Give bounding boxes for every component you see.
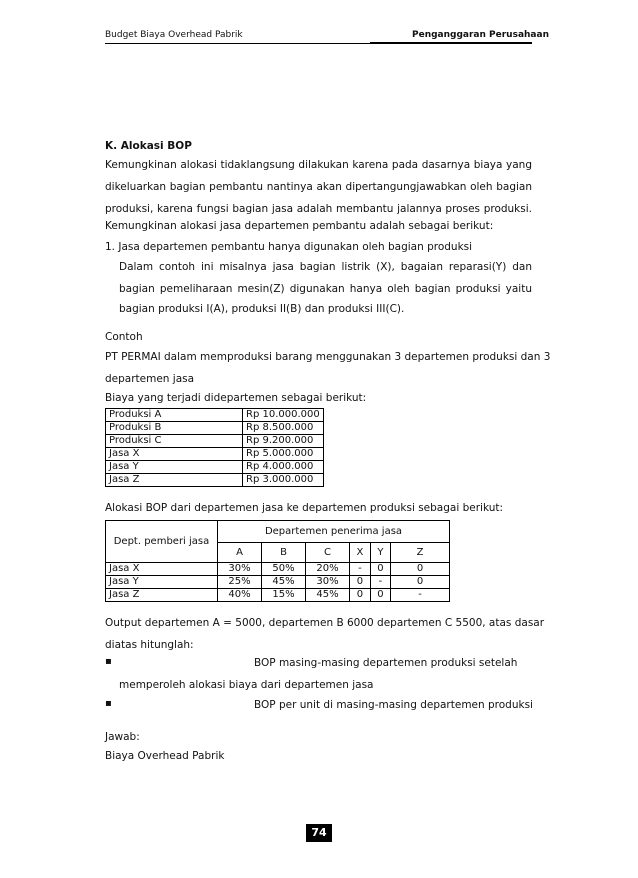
intro-line-1: Kemungkinan alokasi tidaklangsung dilakukan karena pada dasarnya biaya yang <box>105 159 532 171</box>
col-header: X <box>350 543 371 563</box>
contoh-line-1: PT PERMAI dalam memproduksi barang menggunakan 3 departemen produksi dan 3 <box>105 351 551 363</box>
dept-cell: Jasa Y <box>106 461 243 474</box>
amount-cell: Rp 10.000.000 <box>243 409 324 422</box>
col-header: B <box>262 543 306 563</box>
intro-line-3: produksi, karena fungsi bagian jasa adalah membantu jalannya proses produksi. <box>105 203 532 215</box>
value-cell: 0 <box>391 576 450 589</box>
row-label: Jasa X <box>106 563 218 576</box>
jawab-subtitle: Biaya Overhead Pabrik <box>105 750 225 762</box>
jawab-label: Jawab: <box>105 731 140 743</box>
item1-detail-1: Dalam contoh ini misalnya jasa bagian listrik (X), bagaian reparasi(Y) dan <box>119 261 532 273</box>
list-item-1: 1. Jasa departemen pembantu hanya digunakan oleh bagian produksi <box>105 241 473 253</box>
value-cell: - <box>391 589 450 602</box>
table-row <box>106 576 450 589</box>
table-row <box>106 589 450 602</box>
output-line-1: Output departemen A = 5000, departemen B 6000 departemen C 5500, atas dasar <box>105 617 545 629</box>
amount-cell: Rp 8.500.000 <box>243 422 324 435</box>
value-cell: 45% <box>262 576 306 589</box>
amount-cell: Rp 4.000.000 <box>243 461 324 474</box>
allocation-table <box>105 520 450 602</box>
output-line-2: diatas hitunglah: <box>105 639 194 651</box>
value-cell: - <box>370 576 390 589</box>
bullet-square-icon: ▪ <box>105 698 112 709</box>
value-cell: 0 <box>370 589 390 602</box>
value-cell: 40% <box>218 589 262 602</box>
page-number: 74 <box>306 824 332 842</box>
value-cell: 0 <box>350 589 371 602</box>
amount-cell: Rp 9.200.000 <box>243 435 324 448</box>
table-row <box>106 435 324 448</box>
value-cell: 45% <box>306 589 350 602</box>
section-title: K. Alokasi BOP <box>105 140 192 152</box>
bullet-1-continuation: memperoleh alokasi biaya dari departemen jasa <box>119 679 374 691</box>
amount-cell: Rp 3.000.000 <box>243 474 324 487</box>
bullet-2-text: BOP per unit di masing-masing departemen produksi <box>254 699 533 711</box>
table-row <box>106 461 324 474</box>
value-cell: 30% <box>218 563 262 576</box>
value-cell: 15% <box>262 589 306 602</box>
value-cell: 25% <box>218 576 262 589</box>
header-right: Penganggaran Perusahaan <box>412 30 549 40</box>
value-cell: - <box>350 563 371 576</box>
col-header: Y <box>370 543 390 563</box>
row-label: Jasa Z <box>106 589 218 602</box>
table-row <box>106 422 324 435</box>
table-header-row <box>106 521 450 543</box>
table-row <box>106 409 324 422</box>
header-left: Budget Biaya Overhead Pabrik <box>105 30 243 40</box>
alloc-intro: Alokasi BOP dari departemen jasa ke departemen produksi sebagai berikut: <box>105 502 504 514</box>
dept-cell: Jasa Z <box>106 474 243 487</box>
item1-detail-2: bagian pemeliharaan mesin(Z) digunakan hanya oleh bagian produksi yaitu <box>119 283 532 295</box>
value-cell: 30% <box>306 576 350 589</box>
dept-cell: Jasa X <box>106 448 243 461</box>
value-cell: 0 <box>350 576 371 589</box>
col-header: Z <box>391 543 450 563</box>
value-cell: 20% <box>306 563 350 576</box>
cost-intro: Biaya yang terjadi didepartemen sebagai berikut: <box>105 392 367 404</box>
corner-header: Dept. pemberi jasa <box>106 521 218 563</box>
contoh-line-2: departemen jasa <box>105 373 195 385</box>
col-header: C <box>306 543 350 563</box>
intro-line-4: Kemungkinan alokasi jasa departemen pembantu adalah sebagai berikut: <box>105 220 494 232</box>
group-header: Departemen penerima jasa <box>218 521 450 543</box>
table-row <box>106 563 450 576</box>
table-row <box>106 474 324 487</box>
bullet-1-text: BOP masing-masing departemen produksi setelah <box>254 657 518 669</box>
col-header: A <box>218 543 262 563</box>
dept-cell: Produksi C <box>106 435 243 448</box>
value-cell: 0 <box>391 563 450 576</box>
value-cell: 0 <box>370 563 390 576</box>
cost-table <box>105 408 324 487</box>
intro-line-2: dikeluarkan bagian pembantu nantinya akan dipertangungjawabkan oleh bagian <box>105 181 532 193</box>
dept-cell: Produksi B <box>106 422 243 435</box>
amount-cell: Rp 5.000.000 <box>243 448 324 461</box>
bullet-square-icon: ▪ <box>105 656 112 667</box>
header-rule-accent <box>370 42 532 43</box>
contoh-label: Contoh <box>105 331 143 343</box>
row-label: Jasa Y <box>106 576 218 589</box>
header-rule <box>105 43 532 44</box>
value-cell: 50% <box>262 563 306 576</box>
item1-detail-3: bagian produksi I(A), produksi II(B) dan produksi III(C). <box>119 303 405 315</box>
dept-cell: Produksi A <box>106 409 243 422</box>
table-row <box>106 448 324 461</box>
